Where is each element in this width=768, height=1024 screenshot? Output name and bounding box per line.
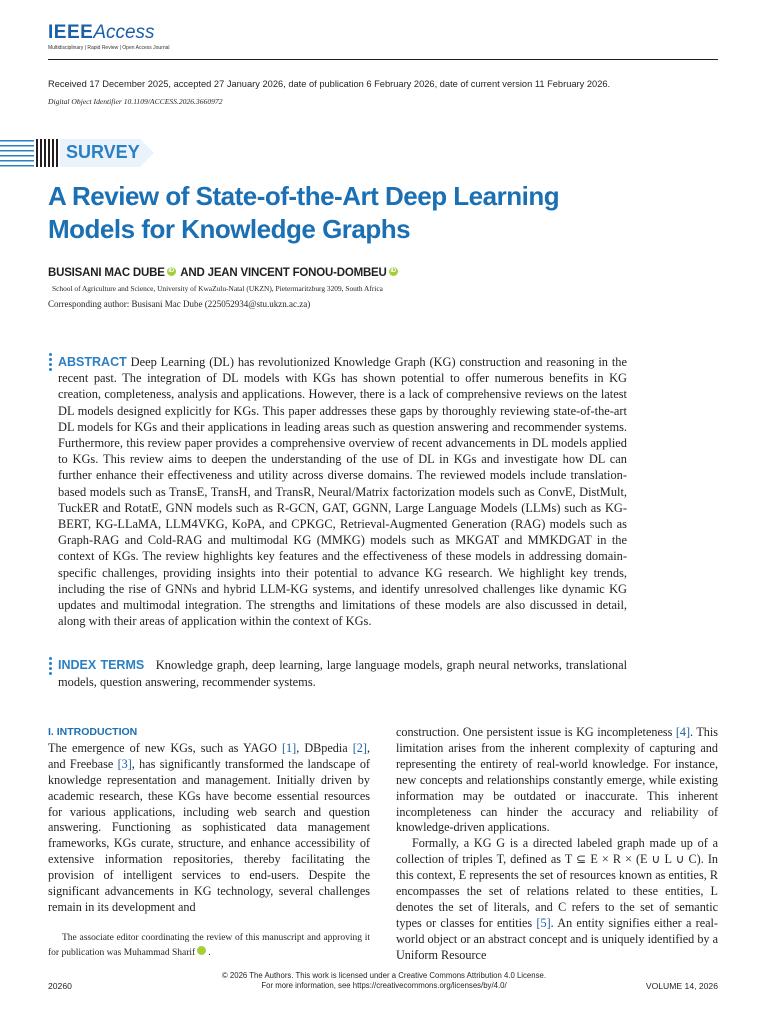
citation-link[interactable]: [3] <box>117 756 132 771</box>
orcid-icon[interactable]: iD <box>168 268 175 274</box>
section-heading: I. INTRODUCTION <box>48 726 138 738</box>
corresponding-author: Corresponding author: Busisani Mac Dube (225052934@stu.ukzn.ac.za) <box>48 299 311 309</box>
journal-logo <box>48 22 155 44</box>
citation-link[interactable]: [4] <box>675 725 691 739</box>
index-terms-text: Knowledge graph, deep learning, large language models, graph neural networks, translational models, question answering, recommender systems. <box>58 658 628 689</box>
title-line-2: Models for Knowledge Graphs <box>48 214 411 244</box>
author-list <box>48 267 400 279</box>
abstract <box>58 354 627 629</box>
doi-line: Digital Object Identifier 10.1109/ACCESS.2026.3660972 <box>48 97 223 106</box>
index-dots-icon <box>48 657 54 677</box>
page-number: 20260 <box>48 981 72 991</box>
index-terms <box>58 657 627 690</box>
index-terms-label: INDEX TERMS <box>58 658 145 672</box>
article-type: SURVEY <box>66 142 140 162</box>
intro-paragraph-1: The emergence of new KGs, such as YAGO [1], DBpedia [2], and Freebase [3], has significantly transformed the landscape of knowledge representation and management. Initially driven by academic research, these KGs have become essential resources for various applications, including web search and question answering. Functioning as sophisticated data management frameworks, KGs curate, structure, and enhance accessibility of extensive information repositories, thereby facilitating the provision of intelligent services to end-users. Despite the significant advancements in KG technology, several challenges remain in its development and <box>48 740 371 914</box>
author-conjunction: AND <box>180 267 205 279</box>
body-column-right <box>396 725 718 964</box>
license-line-2[interactable]: For more information, see https://creativecommons.org/licenses/by/4.0/ <box>261 981 507 990</box>
intro-paragraph-2: construction. One persistent issue is KG incompleteness [4]. This limitation arises from the inherent complexity of capturing and representing the entirety of real-world knowledge. For instance, new concepts and relationships constantly emerge, while existing information may be outdated or inaccurate. This inherent incompleteness can hinder the accuracy and reliability of knowledge-driven applications. <box>396 725 718 835</box>
volume-label: VOLUME 14, 2026 <box>645 981 718 991</box>
citation-link[interactable]: [1] <box>281 740 297 755</box>
license-line-1: © 2026 The Authors. This work is licensed under a Creative Commons Attribution 4.0 License. <box>222 971 546 980</box>
logo-ieee: IEEE <box>48 22 94 43</box>
orcid-icon[interactable]: iD <box>197 946 206 955</box>
license-notice <box>160 971 608 991</box>
title-line-1: A Review of State-of-the-Art Deep Learning <box>48 181 560 211</box>
abstract-dots-icon <box>48 353 54 373</box>
affiliation: School of Agriculture and Science, University of KwaZulu-Natal (UKZN), Pietermaritzburg 3209, South Africa <box>52 284 383 293</box>
abstract-label: ABSTRACT <box>58 355 127 369</box>
journal-tagline: Multidisciplinary | Rapid Review | Open Access Journal <box>48 45 170 51</box>
logo-access: Access <box>93 22 155 43</box>
header-rule <box>48 59 718 60</box>
citation-link[interactable]: [5] <box>536 915 551 930</box>
body-column-left <box>48 725 370 916</box>
author-1: BUSISANI MAC DUBE <box>48 267 165 279</box>
orcid-icon[interactable]: iD <box>390 268 396 274</box>
intro-paragraph-3: Formally, a KG G is a directed labeled graph made up of a collection of triples T, defined as T ⊆ E × R × (E ∪ L ∪ C). In this context, E represents the set of resources known as entities, R encompasses the set of relations related to these entities, L denotes the set of literals, and C refers to the set of semantic types or classes for entities [5]. An entity signifies either a real-world object or an abstract concept and is uniquely identified by a Uniform Resource <box>396 836 718 962</box>
editor-footnote: The associate editor coordinating the review of this manuscript and approving it for publication was Muhammad Sharif iD. <box>48 933 370 958</box>
citation-link[interactable]: [2] <box>352 740 367 755</box>
article-title <box>48 180 648 246</box>
abstract-text: Deep Learning (DL) has revolutionized Knowledge Graph (KG) construction and reasoning in the recent past. The integration of DL models with KGs has shown potential to offer numerous benefits in KG creation, completeness, analysis and applications. However, there is a lack of comprehensive reviews on the latest DL models designed explicitly for KGs. This paper addresses these gaps by thoroughly reviewing state-of-the-art DL models for KGs and their applications in leading areas such as question answering and recommender systems. Furthermore, this review paper provides a comprehensive overview of recent advancements in DL models applied to KGs. This review aims to deepen the understanding of the use of DL in KGs and investigate how DL can further enhance their effectiveness and utility across diverse domains. The reviewed models include translation-based models such as TransE, TransH, and TransR, Neural/Matrix factorization models such as ConvE, DistMult, TuckER and RotatE, GNN models such as R-GCN, GAT, GGNN, Large Language Models (LLMs) such as KG-BERT, KG-LLaMA, LLM4VKG, KoPA, and CPKGC, Retrieval-Augmented Generation (RAG) models such as Graph-RAG and Cold-RAG and multimodal KG (MMKG) models such as MKGAT and MMKDGAT in the context of KGs. The review highlights key features and the effectiveness of these models in addressing domain-specific challenges, providing insights into their potential to advance KG research. We highlight key trends, including the rise of GNNs and hybrid LLM-KG systems, and identify unresolved challenges like dynamic KG updates and multimodal integration. The strengths and limitations of these models are also discussed in detail, along with their areas of application within the context of KGs. <box>58 355 627 629</box>
author-2: JEAN VINCENT FONOU-DOMBEU <box>207 267 387 279</box>
received-dates: Received 17 December 2025, accepted 27 January 2026, date of publication 6 February 2026, date of current version 11 February 2026. <box>48 79 611 89</box>
